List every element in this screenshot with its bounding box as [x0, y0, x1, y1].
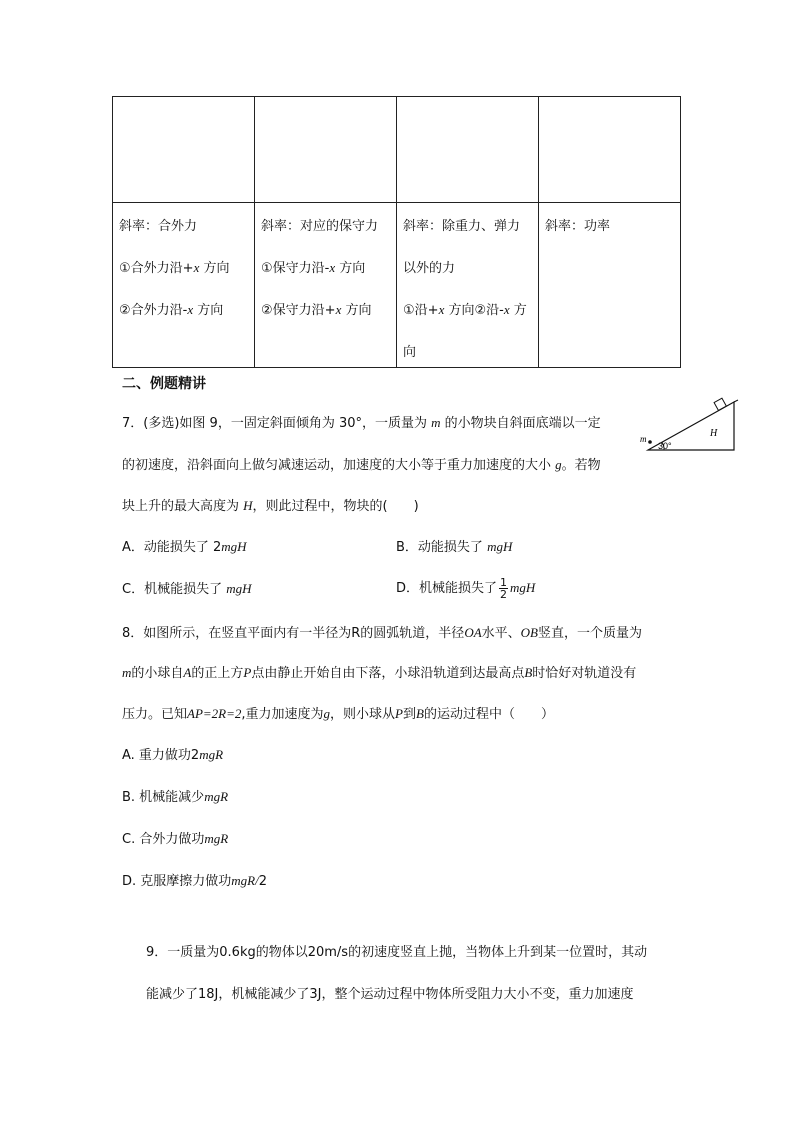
angle-label: 30° [658, 441, 672, 451]
section-title: 二、例题精讲 [122, 376, 206, 392]
q8-line-3: 压力。已知AP=2R=2,重力加速度为g，则小球从P到B的运动过程中（ ） [122, 706, 554, 722]
cell-line: ②合外力沿-x 方向 [119, 302, 224, 318]
cell-line: ②保守力沿+x 方向 [261, 302, 372, 318]
cell-line: ①合外力沿+x 方向 [119, 260, 230, 276]
table-cell-image-1 [113, 97, 255, 203]
q7-line-2: 的初速度，沿斜面向上做匀减速运动，加速度的大小等于重力加速度的大小 g。若物 [122, 457, 601, 473]
table-cell-net-force [113, 203, 255, 368]
block-shape [714, 398, 726, 410]
q9-line-1: 9．一质量为0.6kg的物体以20m/s的初速度竖直上抛，当物体上升到某一位置时，其动 [146, 945, 648, 960]
incline-figure [638, 396, 744, 454]
cell-line: 斜率：功率 [545, 219, 611, 234]
table-cell-image-3 [397, 97, 539, 203]
cell-line: 以外的力 [403, 261, 456, 276]
q7-option-c: C．机械能损失了 mgH [122, 581, 252, 597]
fraction-half: $\frac{1}{2}$ [500, 576, 508, 601]
slope-table [112, 96, 681, 368]
cell-line: 向 [403, 345, 417, 360]
cell-line: ①沿+x 方向②沿-x 方 [403, 302, 527, 318]
table-cell-other-force [397, 203, 539, 368]
table-cell-image-4 [539, 97, 681, 203]
q8-option-d: D. 克服摩擦力做功mgR/2 [122, 873, 268, 889]
q7-option-b: B．动能损失了 mgH [396, 539, 513, 555]
cell-line: 斜率：除重力、弹力 [403, 219, 521, 234]
q8-option-c: C. 合外力做功mgR [122, 831, 229, 847]
q7-option-d: D．机械能损失了 $\frac{1}{2}$ mgH [396, 576, 536, 601]
cell-line: 斜率：对应的保守力 [261, 219, 379, 234]
q7-line-3: 块上升的最大高度为 H，则此过程中，物块的( ) [122, 498, 419, 514]
q8-option-a: A. 重力做功2mgR [122, 747, 224, 763]
height-label: H [710, 428, 718, 439]
cell-line: ①保守力沿-x 方向 [261, 260, 366, 276]
q8-line-1: 8．如图所示，在竖直平面内有一半径为R的圆弧轨道，半径OA水平、OB竖直，一个质量为 [122, 625, 643, 641]
q7-line-1: 7．(多选)如图 9，一固定斜面倾角为 30°，一质量为 m 的小物块自斜面底端以一定 [122, 415, 601, 431]
q8-line-2: m的小球自A的正上方P点由静止开始自由下落，小球沿轨道到达最高点B时恰好对轨道没有 [122, 665, 637, 681]
q8-option-b: B. 机械能减少mgR [122, 789, 229, 805]
cell-line: 斜率：合外力 [119, 219, 198, 234]
table-cell-image-2 [255, 97, 397, 203]
q9-line-2: 能减少了18J，机械能减少了3J，整个运动过程中物体所受阻力大小不变，重力加速度 [146, 987, 634, 1002]
table-cell-power [539, 203, 681, 368]
mass-label: m [640, 434, 647, 444]
table-cell-conservative-force [255, 203, 397, 368]
q7-option-a: A．动能损失了 2mgH [122, 539, 247, 555]
